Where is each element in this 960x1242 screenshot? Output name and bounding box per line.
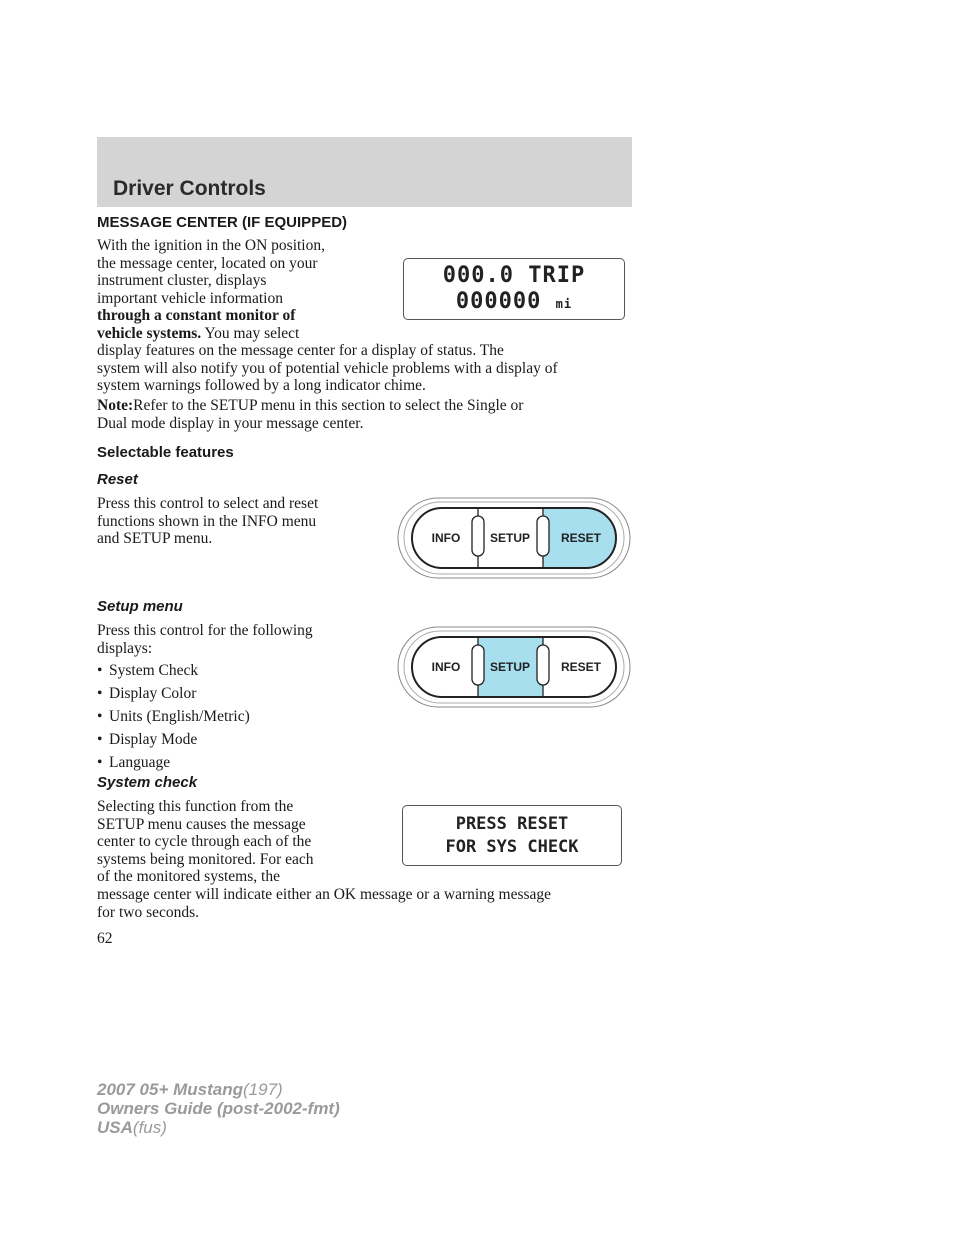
footer-region: USA — [97, 1118, 133, 1137]
lcd-check-line: PRESS RESET — [455, 814, 569, 834]
reset-line: Press this control to select and reset — [97, 495, 319, 512]
reset-title: Reset — [97, 471, 138, 488]
footer-guide: Owners Guide (post-2002-fmt) — [97, 1099, 340, 1118]
section-title: MESSAGE CENTER (IF EQUIPPED) — [97, 214, 348, 231]
footer-model: 2007 05+ Mustang — [97, 1080, 243, 1099]
lcd-odometer-value: 000000 — [455, 289, 542, 314]
footer-region-code: (fus) — [132, 1118, 167, 1137]
setup-line: Press this control for the following — [97, 622, 313, 639]
reset-button-label: RESET — [560, 660, 602, 674]
note-text: Dual mode display in your message center. — [97, 414, 364, 432]
intro-line: important vehicle information — [97, 289, 283, 307]
reset-paragraph — [97, 495, 397, 548]
page-header-title: Driver Controls — [113, 177, 266, 200]
system-check-line: Selecting this function from the — [97, 798, 294, 815]
lcd-unit: mi — [555, 297, 573, 311]
list-item: • Display Mode — [97, 731, 198, 748]
reset-line: and SETUP menu. — [97, 530, 213, 548]
intro-line: the message center, located on your — [97, 254, 318, 272]
intro-bold: through a constant monitor of — [97, 307, 296, 325]
system-check-paragraph-wide — [97, 886, 657, 921]
sys-check-lcd-display — [402, 805, 622, 866]
list-item: • System Check — [97, 662, 199, 679]
footer-model-info — [97, 1080, 340, 1137]
header-band — [97, 137, 632, 207]
system-check-title: System check — [97, 774, 198, 791]
selectable-features-title: Selectable features — [97, 444, 234, 461]
setup-menu-list — [97, 659, 250, 774]
system-check-line: of the monitored systems, the — [97, 868, 280, 886]
setup-button-label: SETUP — [489, 531, 531, 545]
reset-button-label: RESET — [560, 531, 602, 545]
intro-line: system warnings followed by a long indicator chime. — [97, 377, 426, 395]
system-check-line: SETUP menu causes the message — [97, 815, 306, 833]
setup-menu-title: Setup menu — [97, 598, 183, 615]
setup-line: displays: — [97, 639, 153, 657]
system-check-line: systems being monitored. For each — [97, 850, 314, 868]
trip-lcd-display — [403, 258, 625, 320]
list-item: • Display Color — [97, 685, 197, 702]
setup-menu-paragraph — [97, 622, 397, 657]
system-check-line: for two seconds. — [97, 903, 200, 921]
page-number: 62 — [97, 930, 113, 947]
intro-bold: vehicle systems. — [97, 324, 202, 342]
list-item: • Units (English/Metric) — [97, 708, 250, 725]
info-button-label: INFO — [431, 660, 461, 674]
lcd-odometer-line — [404, 289, 624, 314]
note-label: Note: — [97, 397, 134, 414]
note-text: Refer to the SETUP menu in this section to select the Single or — [133, 397, 524, 414]
lcd-trip-line: 000.0 TRIP — [442, 263, 586, 288]
footer-code: (197) — [243, 1080, 283, 1099]
intro-line: You may select — [204, 324, 300, 342]
intro-line: With the ignition in the ON position, — [97, 237, 325, 254]
system-check-paragraph — [97, 798, 397, 886]
note-paragraph — [97, 397, 637, 432]
reset-line: functions shown in the INFO menu — [97, 512, 317, 530]
system-check-line: message center will indicate either an OK message or a warning message — [97, 886, 552, 903]
setup-button-label: SETUP — [489, 660, 531, 674]
button-panel-reset-highlight — [396, 496, 632, 580]
list-item: • Language — [97, 754, 171, 771]
intro-line: system will also notify you of potential vehicle problems with a display of — [97, 359, 558, 377]
button-panel-setup-highlight — [396, 625, 632, 709]
intro-paragraph — [97, 237, 397, 343]
info-button-label: INFO — [431, 531, 461, 545]
system-check-line: center to cycle through each of the — [97, 833, 312, 851]
intro-line: instrument cluster, displays — [97, 272, 267, 290]
intro-paragraph-wide — [97, 342, 637, 395]
lcd-check-line: FOR SYS CHECK — [445, 837, 579, 857]
intro-line: display features on the message center for a display of status. The — [97, 342, 504, 359]
